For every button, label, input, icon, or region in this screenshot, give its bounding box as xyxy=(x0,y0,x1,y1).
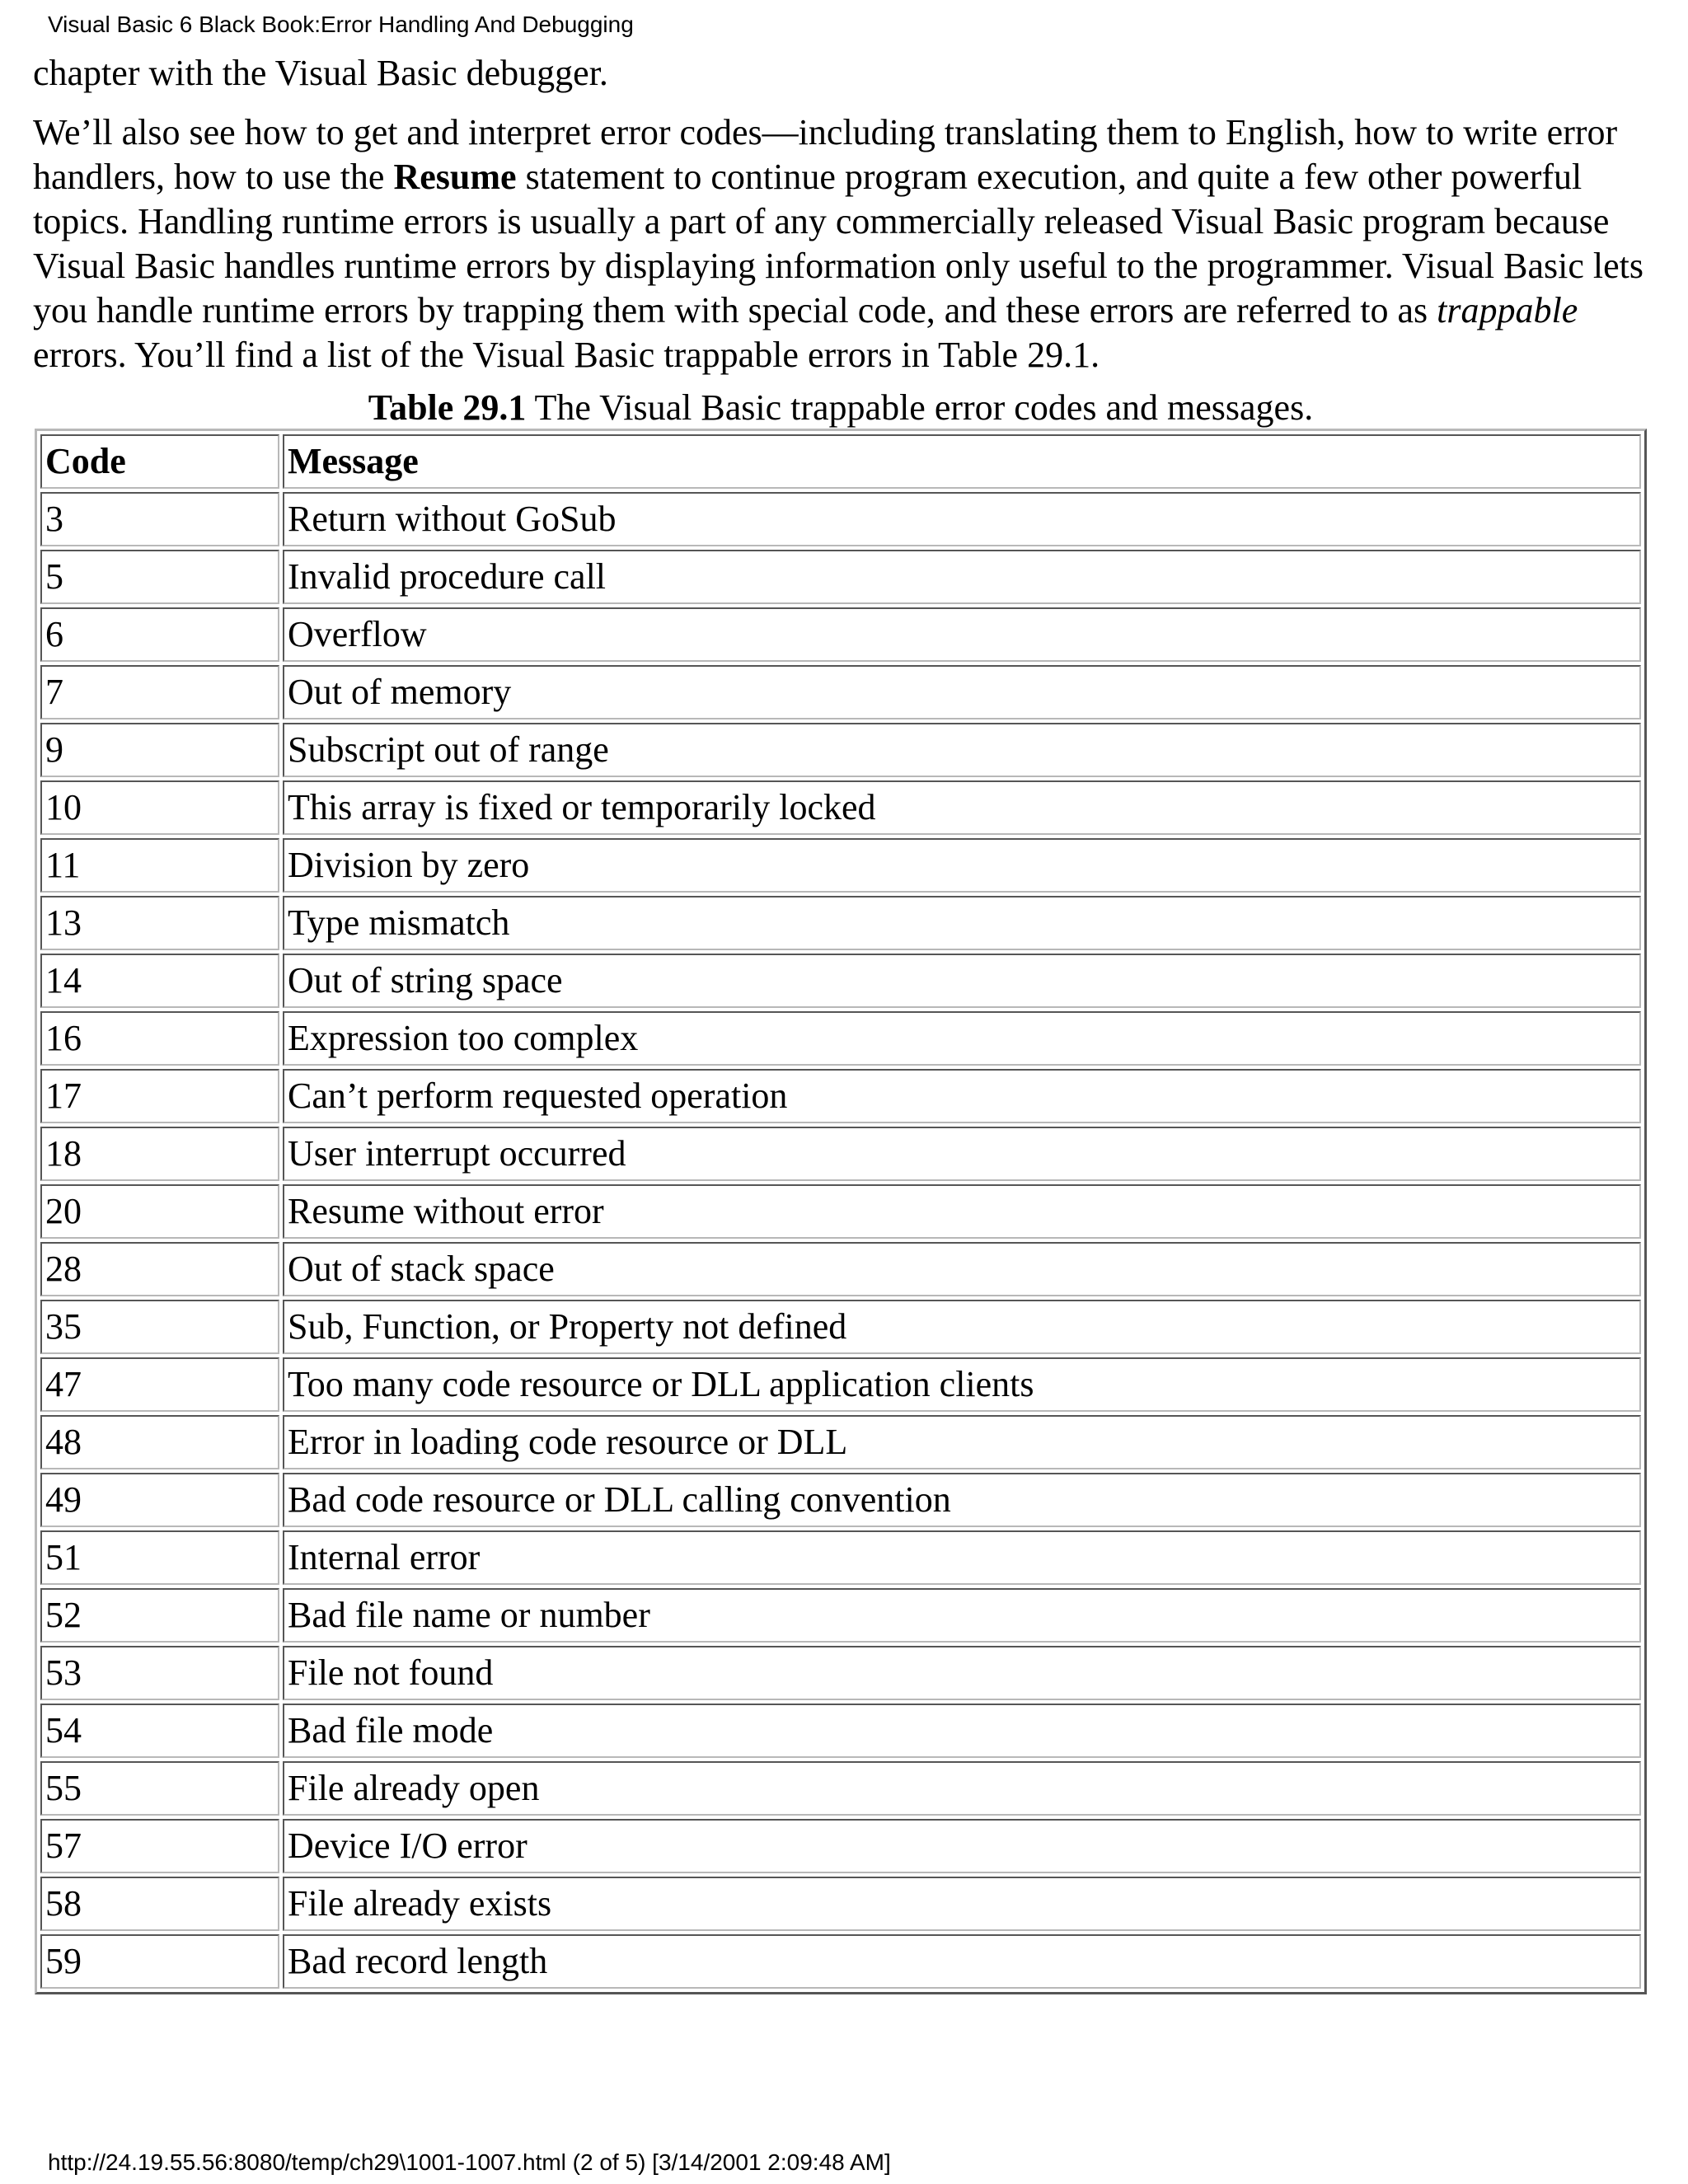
table-row xyxy=(40,1646,1641,1700)
table-row xyxy=(40,1127,1641,1181)
error-message-cell: Bad record length xyxy=(283,1934,1641,1989)
trappable-term: trappable xyxy=(1437,290,1578,330)
paragraph-text-3: errors. You’ll find a list of the Visual Basic trappable errors in Table 29.1. xyxy=(33,335,1100,375)
error-message-cell: Invalid procedure call xyxy=(283,550,1641,604)
error-code-cell: 53 xyxy=(40,1646,279,1700)
error-message-cell: Subscript out of range xyxy=(283,723,1641,777)
error-message-cell: Out of memory xyxy=(283,665,1641,719)
error-code-cell: 49 xyxy=(40,1473,279,1527)
error-message-cell: Internal error xyxy=(283,1530,1641,1585)
table-caption-text: The Visual Basic trappable error codes and messages. xyxy=(526,387,1314,428)
table-row xyxy=(40,1184,1641,1239)
error-code-cell: 58 xyxy=(40,1877,279,1931)
error-code-cell: 5 xyxy=(40,550,279,604)
error-message-cell: File not found xyxy=(283,1646,1641,1700)
error-message-cell: Overflow xyxy=(283,607,1641,662)
error-message-cell: Out of string space xyxy=(283,954,1641,1008)
table-body xyxy=(40,434,1641,1989)
error-code-cell: 57 xyxy=(40,1819,279,1873)
error-message-cell: Device I/O error xyxy=(283,1819,1641,1873)
table-row xyxy=(40,1011,1641,1066)
error-code-cell: 3 xyxy=(40,492,279,546)
paragraph-text-1: We’ll also see how to get and interpret error codes—including translating them to English, how to write error handlers, how to use the xyxy=(33,112,1618,197)
error-code-cell: 16 xyxy=(40,1011,279,1066)
error-code-cell: 20 xyxy=(40,1184,279,1239)
error-code-cell: 47 xyxy=(40,1357,279,1412)
table-row xyxy=(40,1300,1641,1354)
error-code-cell: 13 xyxy=(40,896,279,950)
error-code-cell: 51 xyxy=(40,1530,279,1585)
table-header-row xyxy=(40,434,1641,489)
error-message-cell: File already exists xyxy=(283,1877,1641,1931)
error-message-cell: This array is fixed or temporarily locked xyxy=(283,780,1641,835)
error-message-cell: Sub, Function, or Property not defined xyxy=(283,1300,1641,1354)
table-row xyxy=(40,1819,1641,1873)
error-message-cell: Too many code resource or DLL application clients xyxy=(283,1357,1641,1412)
table-row xyxy=(40,1934,1641,1989)
table-row xyxy=(40,1473,1641,1527)
table-caption xyxy=(41,387,1640,429)
header-code: Code xyxy=(40,434,279,489)
error-code-cell: 55 xyxy=(40,1761,279,1816)
table-row xyxy=(40,838,1641,893)
error-code-cell: 7 xyxy=(40,665,279,719)
error-code-cell: 18 xyxy=(40,1127,279,1181)
table-row xyxy=(40,1357,1641,1412)
error-message-cell: File already open xyxy=(283,1761,1641,1816)
page-footer-url: http://24.19.55.56:8080/temp/ch29\1001-1007.html (2 of 5) [3/14/2001 2:09:48 AM] xyxy=(48,2149,891,2175)
table-row xyxy=(40,1588,1641,1643)
error-message-cell: User interrupt occurred xyxy=(283,1127,1641,1181)
intro-line: chapter with the Visual Basic debugger. xyxy=(33,53,608,93)
table-row xyxy=(40,896,1641,950)
header-message: Message xyxy=(283,434,1641,489)
paragraph-text-2: statement to continue program execution, and quite a few other powerful topics. Handling runtime errors is usually a part of any commercially released Visual Basic program because Visual Basic handles runtime errors by displaying information only useful to the programmer. Visual Basic lets you handle runtime errors by trapping them with special code, and these errors are referred to as xyxy=(33,157,1643,330)
table-row xyxy=(40,492,1641,546)
table-row xyxy=(40,1069,1641,1123)
table-row xyxy=(40,1761,1641,1816)
error-message-cell: Type mismatch xyxy=(283,896,1641,950)
page-content xyxy=(33,51,1648,1998)
running-header: Visual Basic 6 Black Book:Error Handling And Debugging xyxy=(48,12,634,37)
error-code-cell: 10 xyxy=(40,780,279,835)
error-code-cell: 54 xyxy=(40,1704,279,1758)
error-message-cell: Can’t perform requested operation xyxy=(283,1069,1641,1123)
error-message-cell: Return without GoSub xyxy=(283,492,1641,546)
error-code-cell: 14 xyxy=(40,954,279,1008)
table-row xyxy=(40,1704,1641,1758)
table-row xyxy=(40,954,1641,1008)
error-codes-table xyxy=(35,429,1647,1994)
error-message-cell: Bad file mode xyxy=(283,1704,1641,1758)
error-message-cell: Error in loading code resource or DLL xyxy=(283,1415,1641,1469)
error-message-cell: Bad code resource or DLL calling convention xyxy=(283,1473,1641,1527)
error-message-cell: Resume without error xyxy=(283,1184,1641,1239)
body-paragraph xyxy=(33,110,1648,377)
table-clip xyxy=(33,429,1648,1998)
table-row xyxy=(40,780,1641,835)
table-row xyxy=(40,550,1641,604)
table-row xyxy=(40,665,1641,719)
table-caption-label: Table 29.1 xyxy=(368,387,527,428)
error-code-cell: 48 xyxy=(40,1415,279,1469)
error-code-cell: 52 xyxy=(40,1588,279,1643)
error-code-cell: 35 xyxy=(40,1300,279,1354)
error-code-cell: 17 xyxy=(40,1069,279,1123)
table-row xyxy=(40,723,1641,777)
resume-keyword: Resume xyxy=(393,157,517,197)
error-message-cell: Division by zero xyxy=(283,838,1641,893)
error-message-cell: Expression too complex xyxy=(283,1011,1641,1066)
table-row xyxy=(40,1242,1641,1296)
error-message-cell: Bad file name or number xyxy=(283,1588,1641,1643)
error-code-cell: 11 xyxy=(40,838,279,893)
error-code-cell: 6 xyxy=(40,607,279,662)
table-row xyxy=(40,1530,1641,1585)
table-row xyxy=(40,607,1641,662)
error-code-cell: 28 xyxy=(40,1242,279,1296)
table-row xyxy=(40,1415,1641,1469)
error-code-cell: 59 xyxy=(40,1934,279,1989)
error-message-cell: Out of stack space xyxy=(283,1242,1641,1296)
error-code-cell: 9 xyxy=(40,723,279,777)
table-row xyxy=(40,1877,1641,1931)
